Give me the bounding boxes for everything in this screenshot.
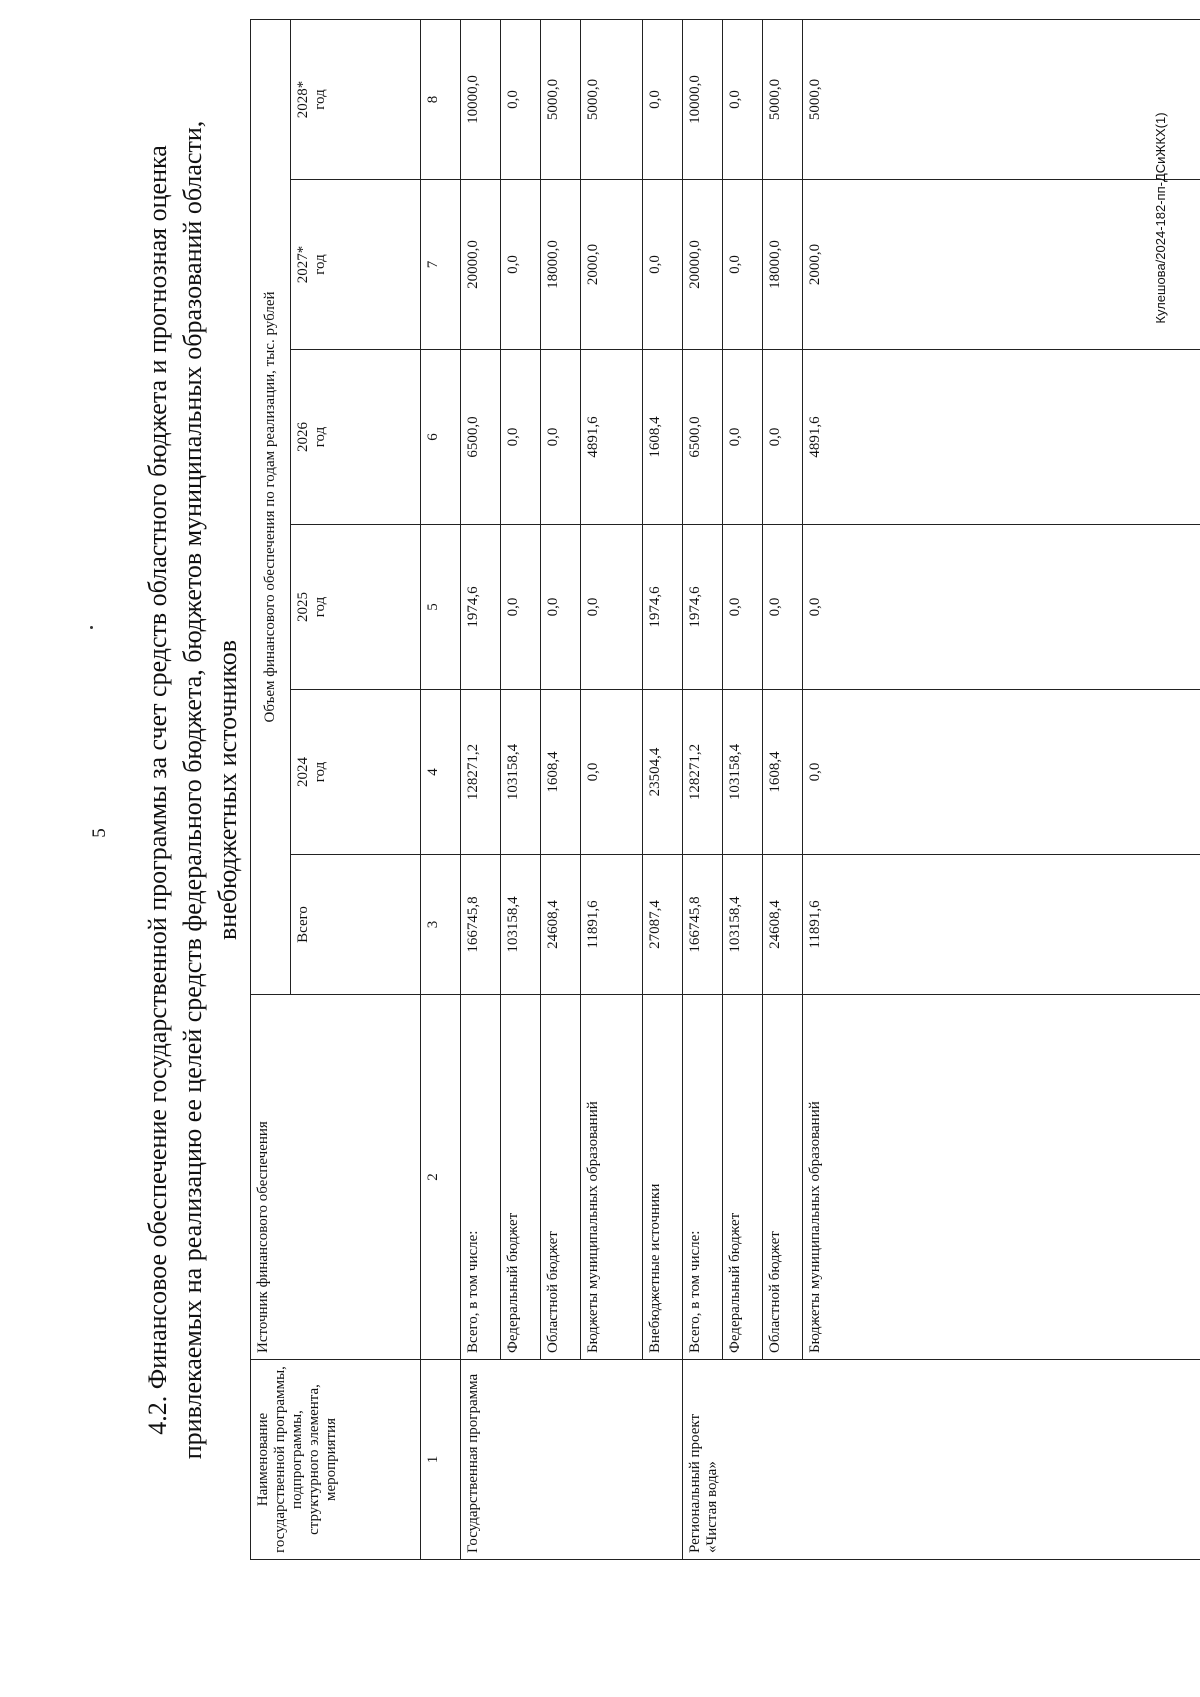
value-cell: 24608,4 (763, 855, 803, 995)
group-name-program: Государственная программа (461, 1360, 683, 1560)
value-cell: 18000,0 (763, 180, 803, 350)
header-name-column: Наименование государственной программы, подпрограммы, структурного элемента, мероприятия (251, 1360, 421, 1560)
value-cell: 2000,0 (803, 180, 1200, 350)
value-cell: 0,0 (501, 525, 541, 690)
value-cell: 27087,4 (643, 855, 683, 995)
funding-table (250, 19, 1200, 1560)
value-cell: 18000,0 (541, 180, 581, 350)
value-cell: 0,0 (643, 19, 683, 179)
source-cell: Федеральный бюджет (501, 995, 541, 1360)
value-cell: 1974,6 (643, 525, 683, 690)
rotated-page-content (140, 20, 1200, 1560)
value-cell: 0,0 (723, 180, 763, 350)
value-cell: 5000,0 (803, 19, 1200, 179)
header-year-2025: 2025 год (291, 525, 421, 690)
table-row (763, 19, 803, 1559)
document-code: Кулешова/2024-182-пп-ДСиЖКХ(1) (1153, 112, 1168, 324)
header-year-2026: 2026 год (291, 350, 421, 525)
table-row (723, 19, 763, 1559)
value-cell: 103158,4 (723, 855, 763, 995)
value-cell: 11891,6 (803, 855, 1200, 995)
value-cell: 6500,0 (683, 350, 723, 525)
value-cell: 0,0 (541, 350, 581, 525)
value-cell: 1974,6 (461, 525, 501, 690)
table-row (643, 19, 683, 1559)
value-cell: 5000,0 (541, 19, 581, 179)
col-index-1: 1 (421, 1360, 461, 1560)
source-cell: Бюджеты муниципальных образований (581, 995, 643, 1360)
value-cell: 128271,2 (461, 690, 501, 855)
value-cell: 5000,0 (581, 19, 643, 179)
value-cell: 0,0 (501, 19, 541, 179)
heading-line-2: привлекаемых на реализацию ее целей средств федерального бюджета, бюджетов муниципальных образований области, (178, 120, 207, 1460)
value-cell: 10000,0 (461, 19, 501, 179)
value-cell: 1608,4 (541, 690, 581, 855)
table-row (541, 19, 581, 1559)
col-index-8: 8 (421, 19, 461, 179)
value-cell: 0,0 (803, 690, 1200, 855)
value-cell: 0,0 (643, 180, 683, 350)
source-cell: Областной бюджет (541, 995, 581, 1360)
group-name-regional-project: Региональный проект «Чистая вода» (683, 1360, 1200, 1560)
table-row (683, 19, 723, 1559)
source-cell: Бюджеты муниципальных образований (803, 995, 1200, 1360)
heading-line-3: внебюджетных источников (213, 640, 242, 940)
value-cell: 0,0 (763, 525, 803, 690)
value-cell: 103158,4 (723, 690, 763, 855)
table-row (803, 19, 1200, 1559)
value-cell: 166745,8 (461, 855, 501, 995)
value-cell: 0,0 (723, 350, 763, 525)
value-cell: 0,0 (501, 180, 541, 350)
page-number: 5 (89, 828, 110, 838)
value-cell: 23504,4 (643, 690, 683, 855)
value-cell: 0,0 (723, 525, 763, 690)
value-cell: 0,0 (803, 525, 1200, 690)
header-year-2027: 2027* год (291, 180, 421, 350)
col-index-3: 3 (421, 855, 461, 995)
source-cell: Федеральный бюджет (723, 995, 763, 1360)
value-cell: 1608,4 (643, 350, 683, 525)
value-cell: 0,0 (763, 350, 803, 525)
value-cell: 0,0 (581, 690, 643, 855)
value-cell: 24608,4 (541, 855, 581, 995)
scan-dot (90, 626, 93, 629)
value-cell: 0,0 (581, 525, 643, 690)
value-cell: 0,0 (501, 350, 541, 525)
value-cell: 103158,4 (501, 690, 541, 855)
value-cell: 103158,4 (501, 855, 541, 995)
value-cell: 20000,0 (683, 180, 723, 350)
value-cell: 20000,0 (461, 180, 501, 350)
value-cell: 0,0 (541, 525, 581, 690)
source-cell: Всего, в том числе: (461, 995, 501, 1360)
source-cell: Областной бюджет (763, 995, 803, 1360)
value-cell: 4891,6 (803, 350, 1200, 525)
source-cell: Внебюджетные источники (643, 995, 683, 1360)
table-row (501, 19, 541, 1559)
header-year-2024: 2024 год (291, 690, 421, 855)
col-index-5: 5 (421, 525, 461, 690)
value-cell: 1608,4 (763, 690, 803, 855)
col-index-2: 2 (421, 995, 461, 1360)
value-cell: 10000,0 (683, 19, 723, 179)
value-cell: 4891,6 (581, 350, 643, 525)
value-cell: 1974,6 (683, 525, 723, 690)
value-cell: 128271,2 (683, 690, 723, 855)
value-cell: 166745,8 (683, 855, 723, 995)
table-row (461, 19, 501, 1559)
col-index-4: 4 (421, 690, 461, 855)
header-source-column: Источник финансового обеспечения (251, 995, 421, 1360)
header-total: Всего (291, 855, 421, 995)
source-cell: Всего, в том числе: (683, 995, 723, 1360)
value-cell: 11891,6 (581, 855, 643, 995)
table-row (581, 19, 643, 1559)
value-cell: 5000,0 (763, 19, 803, 179)
value-cell: 2000,0 (581, 180, 643, 350)
header-volume-group: Объем финансового обеспечения по годам реализации, тыс. рублей (251, 19, 291, 994)
value-cell: 0,0 (723, 19, 763, 179)
col-index-6: 6 (421, 350, 461, 525)
value-cell: 6500,0 (461, 350, 501, 525)
section-heading (140, 30, 245, 1550)
col-index-7: 7 (421, 180, 461, 350)
heading-line-1: 4.2. Финансовое обеспечение государственной программы за счет средств областного бюджета и прогнозная оценка (143, 145, 172, 1435)
header-year-2028: 2028* год (291, 19, 421, 179)
